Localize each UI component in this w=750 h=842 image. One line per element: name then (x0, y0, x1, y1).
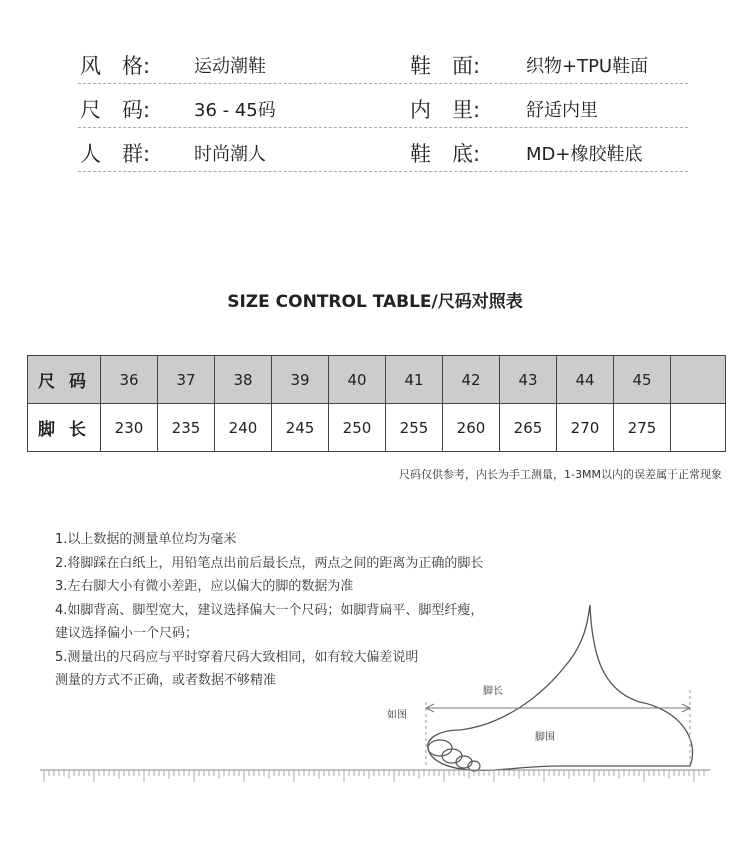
size-cell: 39 (272, 356, 329, 404)
spec-row-style (78, 42, 688, 84)
foot-outline-icon (428, 605, 693, 770)
as-shown-label: 如图 (387, 710, 407, 721)
spec-label: 尺 码: (80, 98, 151, 122)
length-cell: 245 (272, 404, 329, 452)
length-cell: 235 (158, 404, 215, 452)
divider (78, 171, 688, 172)
size-row (28, 356, 726, 404)
spec-row-size (78, 86, 688, 128)
spec-value: 36 - 45码 (194, 100, 276, 121)
size-cell: 37 (158, 356, 215, 404)
tip-line: 2.将脚踩在白纸上，用铅笔点出前后最长点，两点之间的距离为正确的脚长 (55, 555, 484, 571)
spec-label: 人 群: (80, 142, 151, 166)
size-cell: 44 (557, 356, 614, 404)
length-cell: 255 (386, 404, 443, 452)
empty-cell (671, 404, 726, 452)
size-table (27, 355, 726, 452)
size-cell: 43 (500, 356, 557, 404)
spec-value: 织物+TPU鞋面 (526, 56, 649, 77)
length-cell: 270 (557, 404, 614, 452)
spec-value: MD+橡胶鞋底 (526, 144, 643, 165)
divider (78, 83, 688, 84)
length-row (28, 404, 726, 452)
spec-label: 风 格: (80, 54, 151, 78)
empty-cell (671, 356, 726, 404)
spec-label: 内 里: (410, 98, 481, 122)
size-cell: 45 (614, 356, 671, 404)
spec-label: 鞋 面: (410, 54, 481, 78)
ruler (44, 770, 704, 782)
length-cell: 260 (443, 404, 500, 452)
length-cell: 230 (101, 404, 158, 452)
spec-row-crowd (78, 130, 688, 172)
size-cell: 42 (443, 356, 500, 404)
length-row-label: 脚 长 (28, 404, 101, 452)
size-row-label: 尺 码 (28, 356, 101, 404)
spec-value: 运动潮鞋 (194, 56, 266, 77)
tip-line: 1.以上数据的测量单位均为毫米 (55, 532, 237, 547)
foot-measure-diagram (0, 590, 750, 790)
tip-line: 建议选择偏小一个尺码； (55, 626, 199, 641)
length-cell: 240 (215, 404, 272, 452)
size-cell: 41 (386, 356, 443, 404)
divider (78, 127, 688, 128)
measurement-note: 尺码仅供参考，内长为手工测量，1-3MM以内的误差属于正常现象 (399, 468, 722, 481)
length-label: 脚长 (483, 686, 503, 697)
spec-value: 时尚潮人 (194, 144, 266, 165)
length-cell: 275 (614, 404, 671, 452)
table-title: SIZE CONTROL TABLE/尺码对照表 (227, 292, 523, 312)
length-cell: 250 (329, 404, 386, 452)
length-cell: 265 (500, 404, 557, 452)
tip-line: 3.左右脚大小有微小差距，应以偏大的脚的数据为准 (55, 579, 354, 594)
size-cell: 40 (329, 356, 386, 404)
size-cell: 36 (101, 356, 158, 404)
size-cell: 38 (215, 356, 272, 404)
spec-value: 舒适内里 (526, 100, 598, 121)
tip-line: 5.测量出的尺码应与平时穿着尺码大致相同，如有较大偏差说明 (55, 649, 419, 665)
spec-label: 鞋 底: (410, 142, 481, 166)
tip-line: 4.如脚背高、脚型宽大，建议选择偏大一个尺码；如脚背扁平、脚型纤瘦， (55, 602, 484, 618)
foot-outline-label: 脚围 (535, 732, 555, 743)
tip-line: 测量的方式不正确，或者数据不够精准 (55, 673, 277, 688)
